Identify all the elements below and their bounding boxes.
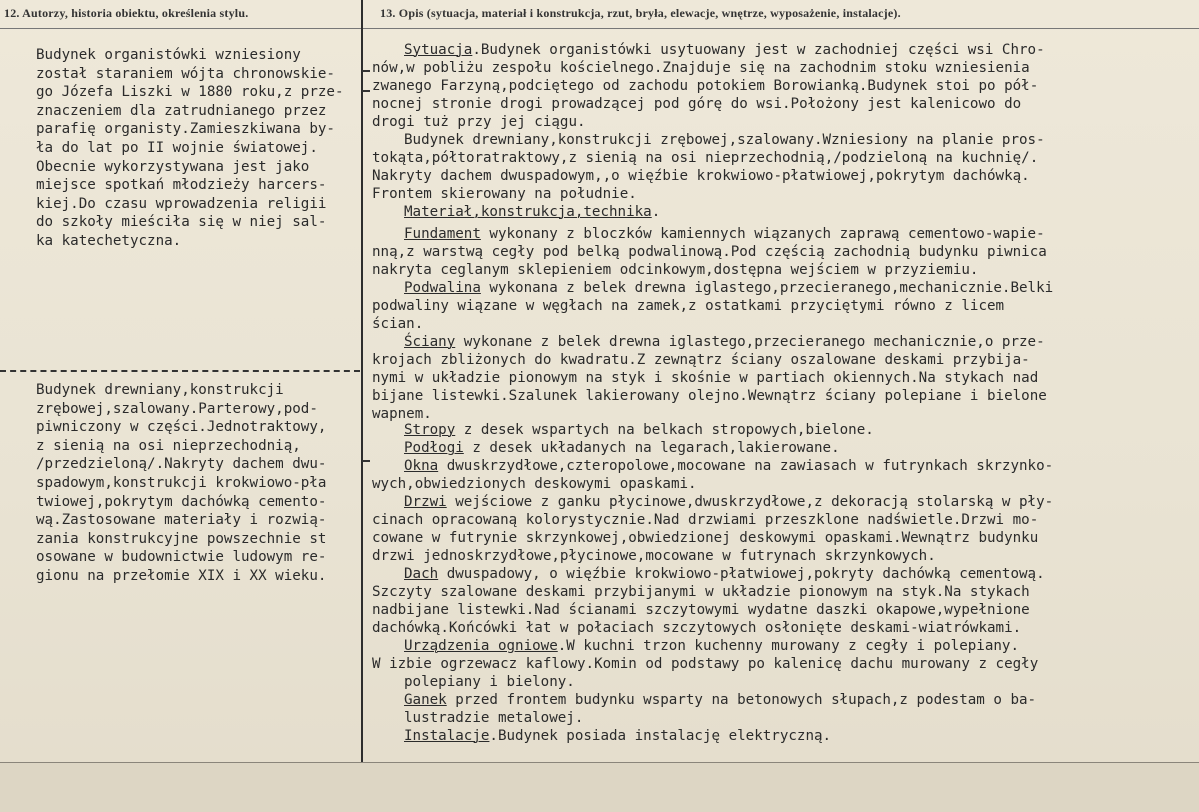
- text-line: [372, 530, 1038, 546]
- section-heading-line: [404, 280, 1053, 296]
- line-text: z desek wspartych na belkach stropowych,bielone.: [455, 422, 874, 438]
- text-line: [372, 548, 936, 564]
- section-term: Ganek: [404, 692, 447, 708]
- text-line: [372, 262, 978, 278]
- text-line: [372, 150, 1038, 166]
- line-text: Nakryty dachem dwuspadowym,,o więźbie krokwiowo-płatwiowej,pokrytym dachówką.: [372, 168, 1030, 184]
- text-line: [404, 710, 583, 726]
- section-heading-line: [404, 422, 874, 438]
- line-text: Szczyty szalowane deskami przybijanymi w układzie pionowym na styk.Na stykach: [372, 584, 1030, 600]
- text-line: miejsce spotkań młodzieży harcers-: [36, 177, 327, 194]
- text-line: zania konstrukcyjne powszechnie st: [36, 530, 327, 547]
- line-text: cowane w futrynie skrzynkowej,obwiedzionej deskowymi opaskami.Wewnątrz budynku: [372, 530, 1039, 546]
- section-term: Sytuacja: [404, 42, 473, 58]
- section-term: Instalacje: [404, 728, 490, 744]
- text-line: [372, 114, 586, 130]
- section-term: Drzwi: [404, 494, 447, 510]
- section-heading-line: [404, 728, 831, 744]
- line-text: nów,w pobliżu zespołu kościelnego.Znajduje się na zachodnim stoku wzniesienia: [372, 60, 1030, 76]
- line-text: nadbijane listewki.Nad ścianami szczytowymi wydatne daszki okapowe,wypełnione: [372, 602, 1030, 618]
- line-text: wykonane z belek drewna iglastego,przecieranego mechanicznie,o prze-: [455, 334, 1045, 350]
- line-text: polepiany i bielony.: [404, 674, 575, 690]
- line-text: nymi w układzie pionowym na styk i skośnie w partiach okiennych.Na stykach nad: [372, 370, 1039, 386]
- text-line: go Józefa Liszki w 1880 roku,z prze-: [36, 84, 344, 101]
- line-text: .: [651, 204, 661, 220]
- text-line: [372, 584, 1030, 600]
- text-line: spadowym,konstrukcji krokwiowo-pła: [36, 474, 327, 491]
- dashed-separator: [0, 370, 360, 372]
- line-text: ścian.: [372, 316, 424, 332]
- line-text: Budynek drewniany,konstrukcji zrębowej,szalowany.Wzniesiony na planie pros-: [404, 132, 1045, 148]
- text-line: [404, 132, 1045, 148]
- line-text: drzwi jednoskrzydłowe,płycinowe,mocowane w futrynach skrzynkowych.: [372, 548, 936, 564]
- section-heading-line: [404, 334, 1045, 350]
- line-text: przed frontem budynku wsparty na betonowych słupach,z podestam o ba-: [446, 692, 1037, 708]
- text-line: [372, 620, 1021, 636]
- text-line: Budynek organistówki wzniesiony: [36, 47, 301, 63]
- text-line: [372, 388, 1047, 404]
- line-text: .Budynek organistówki usytuowany jest w zachodniej części wsi Chro-: [472, 42, 1045, 58]
- text-line: kiej.Do czasu wprowadzenia religii: [36, 195, 327, 212]
- style-summary-paragraph: [36, 381, 326, 586]
- section-term: Urządzenia ogniowe: [404, 638, 558, 654]
- text-line: został staraniem wójta chronowskie-: [36, 65, 335, 82]
- text-line: [372, 316, 423, 332]
- text-line: twiowej,pokrytym dachówką cemento-: [36, 493, 327, 510]
- section-12-header: 12. Autorzy, historia obiektu, określenia stylu.: [4, 6, 249, 20]
- section-heading-line: [404, 692, 1036, 708]
- line-text: dachówką.Końcówki łat w połaciach szczytowych osłonięte deskami-wiatrówkami.: [372, 620, 1022, 636]
- line-text: Frontem skierowany na południe.: [372, 186, 637, 202]
- text-line: [372, 602, 1030, 618]
- line-text: .W kuchni trzon kuchenny murowany z cegły i polepiany.: [557, 638, 1019, 654]
- text-line: [372, 96, 1021, 112]
- text-line: wą.Zastosowane materiały i rozwią-: [36, 512, 327, 529]
- text-line: znaczeniem dla zatrudnianego przez: [36, 102, 327, 119]
- line-text: bijane listewki.Szalunek lakierowany olejno.Wewnątrz ściany polepiane i bielone: [372, 388, 1047, 404]
- line-text: krojach zbliżonych do kwadratu.Z zewnątrz ściany oszalowane deskami przybija-: [372, 352, 1030, 368]
- section-heading-line: [404, 494, 1053, 510]
- line-text: wapnem.: [372, 406, 432, 422]
- text-line: [372, 352, 1030, 368]
- line-text: wejściowe z ganku płycinowe,dwuskrzydłowe,z dekoracją stolarską w pły-: [446, 494, 1054, 510]
- line-text: nną,z warstwą cegły pod belką podwalinową.Pod częścią zachodnią budynku piwnica: [372, 244, 1047, 260]
- line-text: dwuspadowy, o więźbie krokwiowo-płatwiowej,pokryty dachówką cementową.: [438, 566, 1045, 582]
- text-line: do szkoły mieściła się w niej sal-: [36, 214, 327, 231]
- text-line: Obecnie wykorzystywana jest jako: [36, 158, 310, 175]
- text-line: gionu na przełomie XIX i XX wieku.: [36, 567, 327, 584]
- text-line: [372, 476, 697, 492]
- text-line: [372, 406, 432, 422]
- text-line: piwniczony w części.Jednotraktowy,: [36, 419, 327, 436]
- section-term: Stropy: [404, 422, 456, 438]
- margin-tick: [362, 90, 370, 92]
- section-term: Okna: [404, 458, 439, 474]
- section-heading-line: [404, 566, 1045, 582]
- line-text: nocnej stronie drogi prowadzącej pod górę do wsi.Położony jest kalenicowo do: [372, 96, 1022, 112]
- text-line: zrębowej,szalowany.Parterowy,pod-: [36, 400, 318, 417]
- text-line: [372, 60, 1030, 76]
- line-text: .Budynek posiada instalację elektryczną.: [489, 728, 832, 744]
- line-text: nakryta ceglanym sklepieniem odcinkowym,dostępna wejściem w przyziemiu.: [372, 262, 979, 278]
- column-divider: [361, 0, 363, 812]
- text-line: ła do lat po II wojnie światowej.: [36, 139, 318, 156]
- line-text: dwuskrzydłowe,czteropolowe,mocowane na zawiasach w futrynkach skrzynko-: [438, 458, 1054, 474]
- line-text: wykonany z bloczków kamiennych wiązanych zaprawą cementowo-wapie-: [480, 226, 1045, 242]
- line-text: wych,obwiedzionych deskowymi opaskami.: [372, 476, 697, 492]
- text-line: [404, 674, 575, 690]
- section-heading-line: [404, 638, 1019, 654]
- section-heading-line: [404, 458, 1053, 474]
- line-text: zwanego Farzyną,podciętego od zachodu potokiem Borowianką.Budynek stoi po pół-: [372, 78, 1039, 94]
- bottom-rule: [0, 762, 1199, 763]
- margin-tick: [362, 460, 370, 462]
- line-text: z desek układanych na legarach,lakierowane.: [463, 440, 840, 456]
- text-line: parafię organisty.Zamieszkiwana by-: [36, 121, 335, 138]
- line-text: podwaliny wiązane w węgłach na zamek,z ostatkami przyciętymi równo z licem: [372, 298, 1005, 314]
- text-line: [372, 370, 1038, 386]
- section-heading-line: [404, 440, 840, 456]
- section-13-header: 13. Opis (sytuacja, materiał i konstrukcja, rzut, bryła, elewacje, wnętrze, wyposażenie, instalacje).: [380, 6, 901, 20]
- text-line: [372, 298, 1004, 314]
- section-term: Materiał,konstrukcja,technika: [404, 204, 652, 220]
- section-term: Fundament: [404, 226, 481, 242]
- text-line: [372, 512, 1038, 528]
- section-term: Podwalina: [404, 280, 481, 296]
- text-line: [372, 186, 637, 202]
- section-heading-line: [404, 204, 660, 220]
- section-heading-line: [404, 42, 1045, 58]
- text-line: [372, 168, 1030, 184]
- margin-tick: [362, 70, 370, 72]
- line-text: lustradzie metalowej.: [404, 710, 584, 726]
- line-text: wykonana z belek drewna iglastego,przecieranego,mechanicznie.Belki: [480, 280, 1054, 296]
- section-heading-line: [404, 226, 1045, 242]
- text-line: z sienią na osi nieprzechodnią,: [36, 437, 301, 454]
- text-line: /przedzieloną/.Nakryty dachem dwu-: [36, 456, 327, 473]
- line-text: cinach opracowaną kolorystycznie.Nad drzwiami przeszklone nadświetle.Drzwi mo-: [372, 512, 1039, 528]
- section-term: Ściany: [404, 334, 456, 350]
- text-line: ka katechetyczna.: [36, 232, 182, 249]
- section-term: Dach: [404, 566, 439, 582]
- page-bottom-strip: [0, 762, 1199, 812]
- line-text: drogi tuż przy jej ciągu.: [372, 114, 586, 130]
- text-line: [372, 78, 1038, 94]
- text-line: osowane w budownictwie ludowym re-: [36, 549, 327, 566]
- line-text: tokąta,półtoratraktowy,z sienią na osi nieprzechodnią,/podzieloną na kuchnię/.: [372, 150, 1039, 166]
- section-term: Podłogi: [404, 440, 464, 456]
- text-line: Budynek drewniany,konstrukcji: [36, 382, 284, 398]
- header-rule: [0, 28, 1199, 29]
- line-text: W izbie ogrzewacz kaflowy.Komin od podstawy po kalenicę dachu murowany z cegły: [372, 656, 1039, 672]
- text-line: [372, 656, 1038, 672]
- history-paragraph: [36, 46, 344, 251]
- text-line: [372, 244, 1047, 260]
